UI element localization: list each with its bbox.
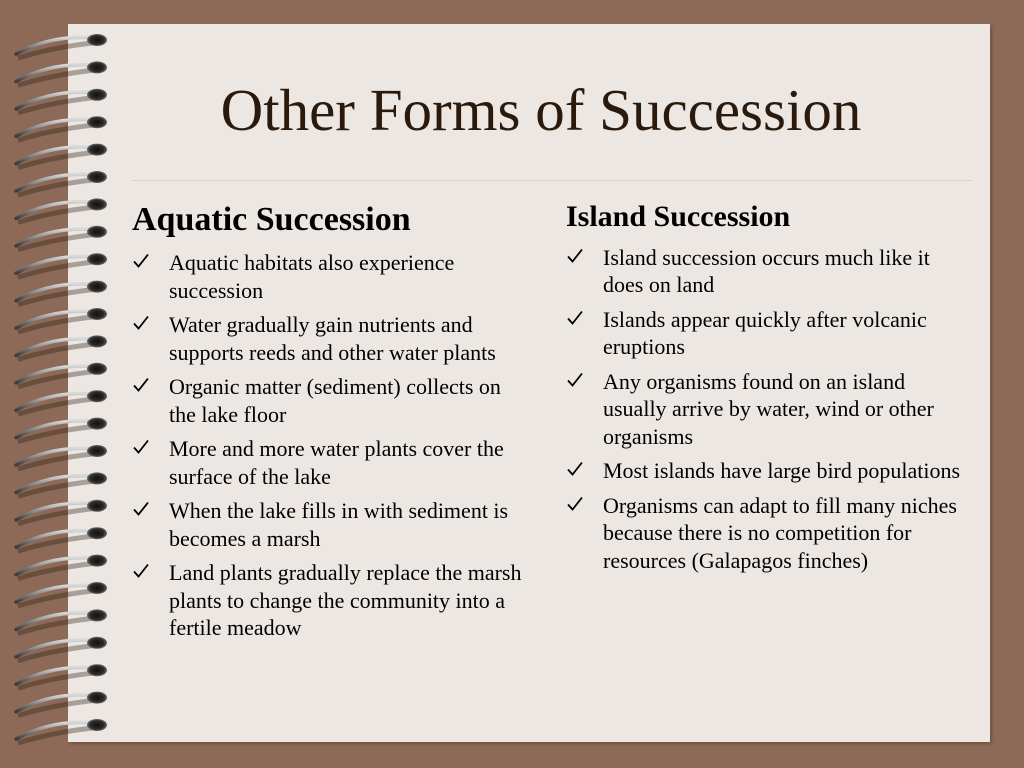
list-item: Aquatic habitats also experience succession (132, 249, 532, 304)
title-divider (132, 180, 972, 181)
binding-ring (16, 527, 107, 551)
checkmark-icon (132, 314, 150, 332)
checkmark-icon (566, 460, 584, 478)
slide-title: Other Forms of Succession (220, 77, 862, 143)
checkmark-icon (132, 252, 150, 270)
checkmark-icon (566, 309, 584, 327)
checkmark-icon (132, 376, 150, 394)
checkmark-icon (132, 500, 150, 518)
list-item: Land plants gradually replace the marsh plants to change the community into a fertile meadow (132, 559, 532, 642)
checkmark-icon (566, 247, 584, 265)
aquatic-list (132, 249, 532, 642)
binding-ring (16, 719, 107, 743)
list-item: Organisms can adapt to fill many niches because there is no competition for resources (Galapagos finches) (566, 492, 966, 575)
binding-ring (16, 637, 107, 661)
binding-ring (16, 198, 107, 222)
aquatic-column (132, 200, 532, 649)
binding-ring (16, 281, 107, 305)
checkmark-icon (566, 495, 584, 513)
island-heading: Island Succession (566, 200, 791, 233)
list-item: Island succession occurs much like it does on land (566, 244, 966, 299)
binding-ring (16, 609, 107, 633)
binding-ring (16, 390, 107, 414)
list-item: When the lake fills in with sediment is becomes a marsh (132, 497, 532, 552)
binding-ring (16, 418, 107, 442)
list-item: Water gradually gain nutrients and supports reeds and other water plants (132, 311, 532, 366)
list-item: Most islands have large bird populations (566, 457, 966, 485)
list-item: Organic matter (sediment) collects on the lake floor (132, 373, 532, 428)
binding-ring (16, 335, 107, 359)
checkmark-icon (132, 438, 150, 456)
binding-ring (16, 582, 107, 606)
binding-ring (16, 171, 107, 195)
list-item: Islands appear quickly after volcanic eruptions (566, 306, 966, 361)
checkmark-icon (566, 371, 584, 389)
aquatic-heading: Aquatic Succession (132, 201, 411, 238)
island-column (566, 200, 966, 581)
binding-ring (16, 308, 107, 332)
binding-ring (16, 34, 107, 58)
binding-ring (16, 253, 107, 277)
binding-ring (16, 226, 107, 250)
binding-ring (16, 363, 107, 387)
binding-ring (16, 500, 107, 524)
binding-ring (16, 555, 107, 579)
binding-ring (16, 664, 107, 688)
binding-ring (16, 445, 107, 469)
island-list (566, 244, 966, 575)
binding-ring (16, 472, 107, 496)
binding-ring (16, 692, 107, 716)
binding-ring (16, 144, 107, 168)
list-item: More and more water plants cover the surface of the lake (132, 435, 532, 490)
list-item: Any organisms found on an island usually arrive by water, wind or other organisms (566, 368, 966, 451)
checkmark-icon (132, 562, 150, 580)
